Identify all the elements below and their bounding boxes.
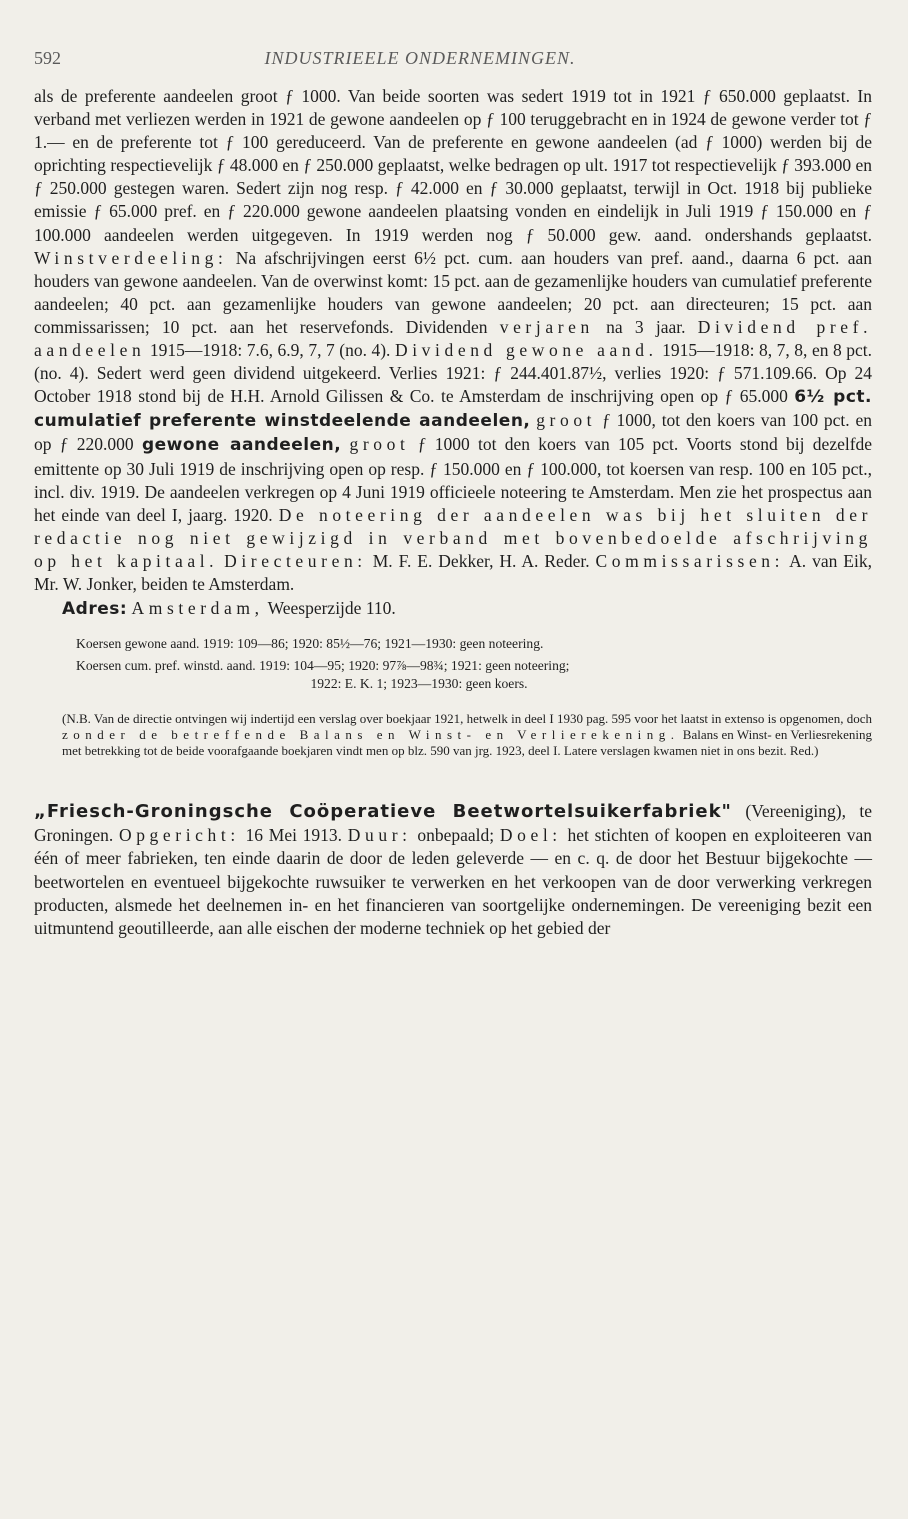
- adres-street: Weesperzijde 110.: [267, 598, 396, 619]
- page-number: 592: [34, 48, 61, 68]
- duur-value: onbepaald;: [417, 824, 495, 845]
- koersen-cum-line1: Koersen cum. pref. winstd. aand. 1919: 104—95; 1920: 97⅞—98¾; 1921: geen noteering;: [76, 658, 570, 674]
- adres-label: Adres:: [62, 599, 128, 620]
- running-header: [34, 48, 872, 69]
- adres-city: Amsterdam,: [131, 598, 264, 619]
- noteering-notice: De noteering der aandeelen was bij het sluiten der redactie nog niet gewijzigd in verband met bovenbedoelde afschrijving op het kapitaal.: [34, 504, 872, 571]
- groot-label-1: groot: [536, 410, 597, 431]
- company-entry-friesch-groningsche: [34, 800, 872, 940]
- doel-label: Doel:: [499, 824, 562, 845]
- koersen-gewone: Koersen gewone aand. 1919: 109—86; 1920: 85½—76; 1921—1930: geen noteering.: [76, 636, 544, 652]
- doel-text: het stichten of koopen en exploiteeren van één of meer fabrieken, ten einde daarin de door de leden geleverde — en c. q. de door het Bestuur bijgekochte — beetwortelen en eventueel bijgekochte ruwsuiker te verwerken en het verkoopen van de door verwerking verkregen producten, alsmede het deelnemen in- en het financieren van soortgelijke ondernemingen. De vereeniging bezit een uitmuntend geoutilleerde, aan alle eischen der moderne techniek op het gebied der: [34, 824, 873, 939]
- company-name: „Friesch-Groningsche Coöperatieve Beetwortelsuikerfabriek": [34, 801, 732, 823]
- note-part2: Balans en Winst- en Verliesrekening met betrekking tot de beide voorafgaande boekjaren vindt men op blz. 590 van jrg. 1923, deel I. Latere verslagen kwamen niet in ons bezit. Red.): [62, 726, 872, 758]
- commissarissen-value: A. van Eik, Mr. W. Jonker, beiden te Amsterdam.: [34, 550, 872, 594]
- directeuren-label: Directeuren:: [224, 550, 367, 571]
- gewone-aandeelen-heading: gewone aandeelen,: [141, 435, 342, 456]
- entry-paragraph: [34, 800, 872, 940]
- capital-history-text: als de preferente aandeelen groot ƒ 1000. Van beide soorten was sedert 1919 tot in 1921 ƒ 650.000 geplaatst. In verband met verliezen werden in 1921 de gewone aandeelen op ƒ 100 teruggebracht en in 1924 de gewone verder tot ƒ 1.— en de preferente tot ƒ 100 gereduceerd. Van de preferente en gewone aandeelen (ad ƒ 1000) werden bij de oprichting respectievelijk ƒ 48.000 en ƒ 250.000 geplaatst, welke bedragen op ult. 1917 tot respectievelijk ƒ 393.000 en ƒ 250.000 gestegen waren. Sedert zijn nog resp. ƒ 42.000 en ƒ 30.000 geplaatst, terwijl in Oct. 1918 bij publieke emissie ƒ 65.000 pref. en ƒ 220.000 gewone aandeelen plaatsing vonden en eindelijk in Juli 1919 ƒ 150.000 en ƒ 100.000 aandeelen werden uitgegeven. In 1919 werden nog ƒ 50.000 gew. aand. ondershands geplaatst.: [34, 86, 872, 245]
- subscription-text: ƒ 1000 tot den koers van 105 pct. Voorts stond bij dezelfde emittente op 30 Juli 1919 de inschrijving open op resp. ƒ 150.000 en ƒ 100.000, tot koersen van resp. 100 en 105 pct., incl. div. 1919. De aandeelen verkregen op 4 Juni 1919 officieele noteering te Amsterdam. Men zie het prospectus aan het einde van deel I, jaarg. 1920.: [34, 434, 873, 525]
- opgericht-label: Opgericht:: [118, 824, 240, 845]
- note-part1: (N.B. Van de directie ontvingen wij indertijd een verslag over boekjaar 1921, hetwelk in deel I 1930 pag. 595 voor het laatst in extenso is opgenomen, doch: [62, 711, 872, 727]
- groot-label-2: groot: [349, 434, 410, 455]
- issue-price-text: ƒ 1000, tot den koers van 100 pct. en op ƒ 220.000: [34, 410, 872, 455]
- note-spaced: zonder de betreffende Balans en Winst- en Verlierekening.: [62, 726, 680, 742]
- editorial-note: [62, 711, 872, 758]
- dividend-pref-text: 1915—1918: 7.6, 6.9, 7, 7 (no. 4).: [149, 340, 391, 361]
- company-description-paragraph: [34, 85, 872, 596]
- verjaren-text: na 3 jaar.: [606, 316, 686, 337]
- running-title: INDUSTRIEELE ONDERNEMINGEN.: [264, 48, 576, 68]
- koersen-cum-pref: [76, 657, 872, 693]
- dividend-gewone-text: 1915—1918: 8, 7, 8, en 8 pct. (no. 4). Sedert werd geen dividend uitgekeerd. Verlies 1921: ƒ 244.401.87½, verlies 1920: ƒ 571.109.66. Op 24 October 1918 stond bij de H.H. Arnold Gilissen & Co. te Amsterdam de inschrijving open op ƒ 65.000: [34, 340, 873, 407]
- verjaren-label: verjaren: [499, 316, 594, 337]
- profit-distribution-text: Na afschrijvingen eerst 6½ pct. cum. aan houders van pref. aand., daarna 6 pct. aan houders van gewone aandeelen. Van de overwinst komt: 15 pct. aan de gezamenlijke houders van cumulatief preferente aandeelen; 40 pct. aan gezamenlijke houders van gewone aandeelen; 20 pct. aan directeuren; 15 pct. aan commissarissen; 10 pct. aan het reservefonds. Dividenden: [34, 247, 872, 337]
- dividend-pref-label: Dividend pref. aandeelen: [34, 316, 873, 361]
- duur-label: Duur:: [347, 824, 412, 845]
- dividend-gewone-label: Dividend gewone aand.: [394, 340, 658, 361]
- winstverdeeling-label: Winstverdeeling:: [34, 247, 228, 268]
- company-type: (Vereeniging), te Groningen.: [34, 801, 873, 845]
- commissarissen-label: Commissarissen:: [595, 550, 785, 571]
- cumulatief-preferente-heading: 6½ pct. cumulatief preferente winstdeelende aandeelen,: [34, 387, 872, 432]
- directeuren-value: M. F. E. Dekker, H. A. Reder.: [372, 550, 590, 571]
- opgericht-value: 16 Mei 1913.: [245, 824, 343, 845]
- address-line: [62, 596, 872, 621]
- koersen-cum-line2: 1922: E. K. 1; 1923—1930: geen koers.: [310, 676, 528, 692]
